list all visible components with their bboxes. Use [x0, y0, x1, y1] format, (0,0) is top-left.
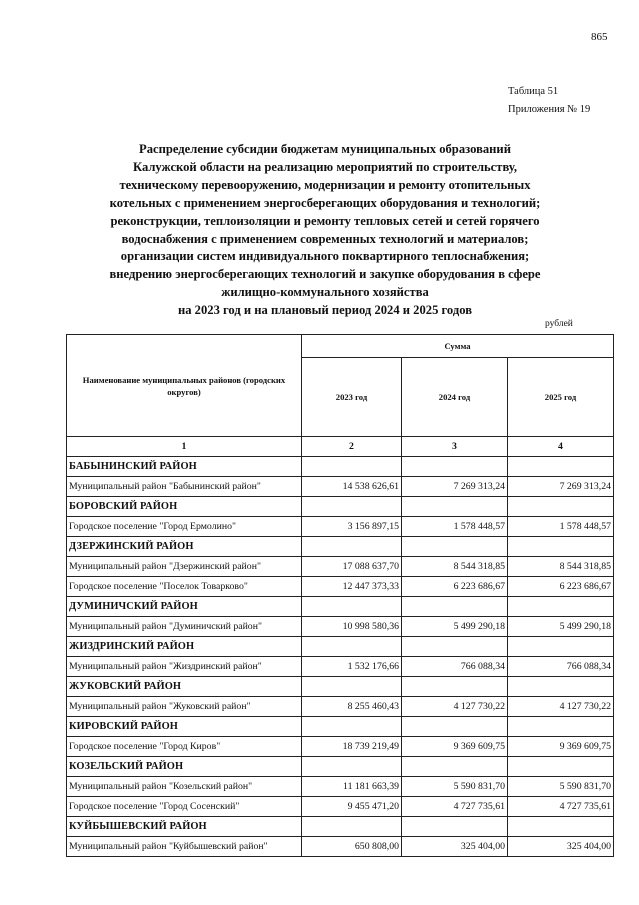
subsidy-table: [66, 334, 614, 857]
municipality-name: Муниципальный район "Жуковский район": [67, 697, 302, 717]
column-number: 3: [402, 437, 508, 457]
amount-2025: 7 269 313,24: [508, 477, 614, 497]
district-name: ДУМИНИЧСКИЙ РАЙОН: [67, 597, 302, 617]
header-year-2025: 2025 год: [508, 358, 614, 437]
amount-2023: 650 808,00: [302, 837, 402, 857]
amount-2023: 1 532 176,66: [302, 657, 402, 677]
table-row: [67, 557, 614, 577]
district-name: КОЗЕЛЬСКИЙ РАЙОН: [67, 757, 302, 777]
amount-2025: 4 127 730,22: [508, 697, 614, 717]
district-row: [67, 677, 614, 697]
amount-2023: 11 181 663,39: [302, 777, 402, 797]
table-row: [67, 657, 614, 677]
district-name: ДЗЕРЖИНСКИЙ РАЙОН: [67, 537, 302, 557]
table-row: [67, 697, 614, 717]
amount-2024: 1 578 448,57: [402, 517, 508, 537]
header-name-column: Наименование муниципальных районов (городских округов): [67, 335, 302, 437]
municipality-name: Городское поселение "Город Ермолино": [67, 517, 302, 537]
district-name: КИРОВСКИЙ РАЙОН: [67, 717, 302, 737]
table-row: [67, 577, 614, 597]
table-row: [67, 517, 614, 537]
amount-2024: 4 127 730,22: [402, 697, 508, 717]
amount-2024: 7 269 313,24: [402, 477, 508, 497]
title-line: Калужской области на реализацию мероприятий по строительству,: [132, 159, 517, 174]
district-row: [67, 637, 614, 657]
table-row: [67, 617, 614, 637]
municipality-name: Городское поселение "Город Киров": [67, 737, 302, 757]
header-year-2024: 2024 год: [402, 358, 508, 437]
municipality-name: Муниципальный район "Дзержинский район": [67, 557, 302, 577]
amount-2024: 8 544 318,85: [402, 557, 508, 577]
column-number: 1: [67, 437, 302, 457]
title-line: техническому перевооружению, модернизации и ремонту отопительных: [119, 177, 531, 192]
table-row: [67, 777, 614, 797]
header-sum: Сумма: [302, 335, 614, 358]
table-row: [67, 797, 614, 817]
table-row: [67, 477, 614, 497]
amount-2023: 10 998 580,36: [302, 617, 402, 637]
title-line: жилищно-коммунального хозяйства: [221, 285, 429, 300]
amount-2025: 766 088,34: [508, 657, 614, 677]
title-line: внедрению энергосберегающих технологий и закупке оборудования в сфере: [109, 267, 541, 282]
page-number: 865: [591, 31, 608, 43]
municipality-name: Муниципальный район "Козельский район": [67, 777, 302, 797]
district-row: [67, 537, 614, 557]
amount-2025: 4 727 735,61: [508, 797, 614, 817]
amount-2023: 12 447 373,33: [302, 577, 402, 597]
municipality-name: Муниципальный район "Куйбышевский район": [67, 837, 302, 857]
title-line: реконструкции, теплоизоляции и ремонту тепловых сетей и сетей горячего: [110, 213, 540, 228]
amount-2025: 5 590 831,70: [508, 777, 614, 797]
title-line: организации систем индивидуального поквартирного теплоснабжения;: [120, 249, 530, 264]
district-row: [67, 717, 614, 737]
amount-2024: 9 369 609,75: [402, 737, 508, 757]
title-line: водоснабжения с применением современных технологий и материалов;: [121, 231, 529, 246]
amount-2025: 6 223 686,67: [508, 577, 614, 597]
column-number: 4: [508, 437, 614, 457]
currency-unit: рублей: [545, 319, 573, 329]
district-name: ЖИЗДРИНСКИЙ РАЙОН: [67, 637, 302, 657]
title-line: на 2023 год и на плановый период 2024 и 2025 годов: [177, 303, 473, 318]
amount-2025: 9 369 609,75: [508, 737, 614, 757]
title-line: котельных с применением энергосберегающих оборудования и технологий;: [109, 195, 541, 210]
amount-2025: 1 578 448,57: [508, 517, 614, 537]
amount-2024: 5 590 831,70: [402, 777, 508, 797]
amount-2023: 8 255 460,43: [302, 697, 402, 717]
amount-2023: 18 739 219,49: [302, 737, 402, 757]
amount-2023: 14 538 626,61: [302, 477, 402, 497]
district-name: КУЙБЫШЕВСКИЙ РАЙОН: [67, 817, 302, 837]
municipality-name: Муниципальный район "Думиничский район": [67, 617, 302, 637]
district-name: БОРОВСКИЙ РАЙОН: [67, 497, 302, 517]
column-number: 2: [302, 437, 402, 457]
table-reference: Таблица 51: [508, 86, 559, 97]
municipality-name: Муниципальный район "Бабынинский район": [67, 477, 302, 497]
municipality-name: Городское поселение "Поселок Товарково": [67, 577, 302, 597]
district-name: ЖУКОВСКИЙ РАЙОН: [67, 677, 302, 697]
amount-2024: 5 499 290,18: [402, 617, 508, 637]
amount-2024: 766 088,34: [402, 657, 508, 677]
amount-2025: 5 499 290,18: [508, 617, 614, 637]
column-numbers-row: [67, 437, 614, 457]
amount-2025: 325 404,00: [508, 837, 614, 857]
district-row: [67, 817, 614, 837]
table-row: [67, 837, 614, 857]
document-title: [60, 141, 590, 320]
amount-2024: 4 727 735,61: [402, 797, 508, 817]
amount-2024: 325 404,00: [402, 837, 508, 857]
table-row: [67, 737, 614, 757]
municipality-name: Муниципальный район "Жиздринский район": [67, 657, 302, 677]
municipality-name: Городское поселение "Город Сосенский": [67, 797, 302, 817]
district-row: [67, 757, 614, 777]
amount-2023: 3 156 897,15: [302, 517, 402, 537]
title-line: Распределение субсидии бюджетам муниципальных образований: [139, 142, 511, 156]
district-row: [67, 497, 614, 517]
district-row: [67, 457, 614, 477]
district-name: БАБЫНИНСКИЙ РАЙОН: [67, 457, 302, 477]
amount-2023: 9 455 471,20: [302, 797, 402, 817]
amount-2024: 6 223 686,67: [402, 577, 508, 597]
amount-2025: 8 544 318,85: [508, 557, 614, 577]
district-row: [67, 597, 614, 617]
appendix-reference: Приложения № 19: [508, 104, 591, 115]
header-year-2023: 2023 год: [302, 358, 402, 437]
amount-2023: 17 088 637,70: [302, 557, 402, 577]
